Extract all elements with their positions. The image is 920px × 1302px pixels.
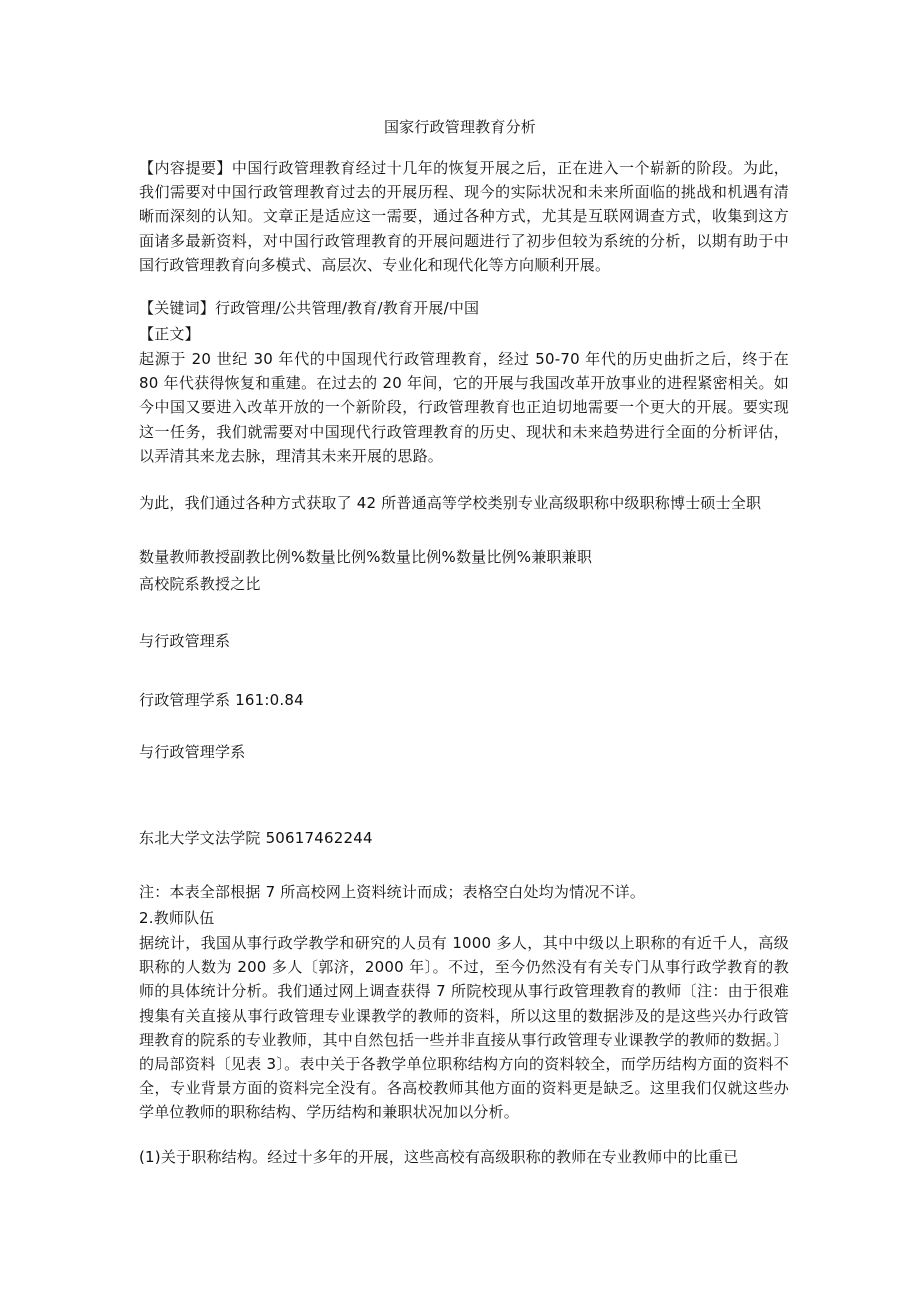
- table-row-label: 高校院系教授之比: [139, 575, 261, 593]
- section-2-heading: 2.教师队伍: [139, 909, 215, 927]
- document-title: 国家行政管理教育分析: [383, 118, 536, 136]
- abstract-paragraph: [139, 156, 789, 277]
- faculty-paragraph: [139, 931, 789, 1125]
- abstract-text: 【内容提要】中国行政管理教育经过十几年的恢复开展之后，正在进入一个崭新的阶段。为此，我们需要对中国行政管理教育过去的开展历程、现今的实际状况和未来所面临的挑战和机遇有清晰而深刻的认知。文章正是适应这一需要，通过各种方式，尤其是互联网调查方式，收集到这方面诸多最新资料，对中国行政管理教育的开展问题进行了初步但较为系统的分析，以期有助于中国行政管理教育向多模式、高层次、专业化和现代化等方向顺利开展。: [139, 159, 789, 274]
- table-fragment-2: 行政管理学系 161:0.84: [139, 691, 304, 709]
- survey-text: 为此，我们通过各种方式获取了 42 所普通高等学校类别专业高级职称中级职称博士硕士全职: [139, 494, 762, 512]
- table-fragment-1: 与行政管理系: [139, 632, 231, 650]
- table-fragment-4: 东北大学文法学院 50617462244: [139, 829, 373, 847]
- intro-text: 起源于 20 世纪 30 年代的中国现代行政管理教育，经过 50-70 年代的历史曲折之后，终于在 80 年代获得恢复和重建。在过去的 20 年间，它的开展与我国改革开放事业的进程紧密相关。如今中国又要进入改革开放的一个新阶段，行政管理教育也正迫切地需要一个更大的开展。要实现这一任务，我们就需要对中国现代行政管理教育的历史、现状和未来趋势进行全面的分析评估，以弄清其来龙去脉，理清其未来开展的思路。: [139, 350, 789, 465]
- body-label: 【正文】: [139, 325, 200, 343]
- rank-structure-text: (1)关于职称结构。经过十多年的开展，这些高校有高级职称的教师在专业教师中的比重已: [139, 1148, 739, 1166]
- keywords-line: 【关键词】行政管理/公共管理/教育/教育开展/中国: [139, 299, 480, 317]
- survey-paragraph: [139, 491, 789, 515]
- intro-paragraph: [139, 347, 789, 468]
- faculty-text: 据统计，我国从事行政学教学和研究的人员有 1000 多人，其中中级以上职称的有近千人，高级职称的人数为 200 多人〔郭济，2000 年〕。不过，至今仍然没有有关专门从事行政学教育的教师的具体统计分析。我们通过网上调查获得 7 所院校现从事行政管理教育的教师〔注：由于很难搜集有关直接从事行政管理专业课教学的教师的资料，所以这里的数据涉及的是这些兴办行政管理教育的院系的专业教师，其中自然包括一些并非直接从事行政管理专业课教学的教师的数据。〕的局部资料〔见表 3〕。表中关于各教学单位职称结构方向的资料较全，而学历结构方面的资料不全，专业背景方面的资料完全没有。各高校教师其他方面的资料更是缺乏。这里我们仅就这些办学单位教师的职称结构、学历结构和兼职状况加以分析。: [139, 934, 789, 1122]
- table-header-line: 数量教师教授副教比例%数量比例%数量比例%数量比例%兼职兼职: [139, 548, 593, 566]
- table-note: 注：本表全部根据 7 所高校网上资料统计而成；表格空白处均为情况不详。: [139, 883, 646, 901]
- table-fragment-3: 与行政管理学系: [139, 743, 246, 761]
- rank-structure-paragraph: [139, 1145, 789, 1169]
